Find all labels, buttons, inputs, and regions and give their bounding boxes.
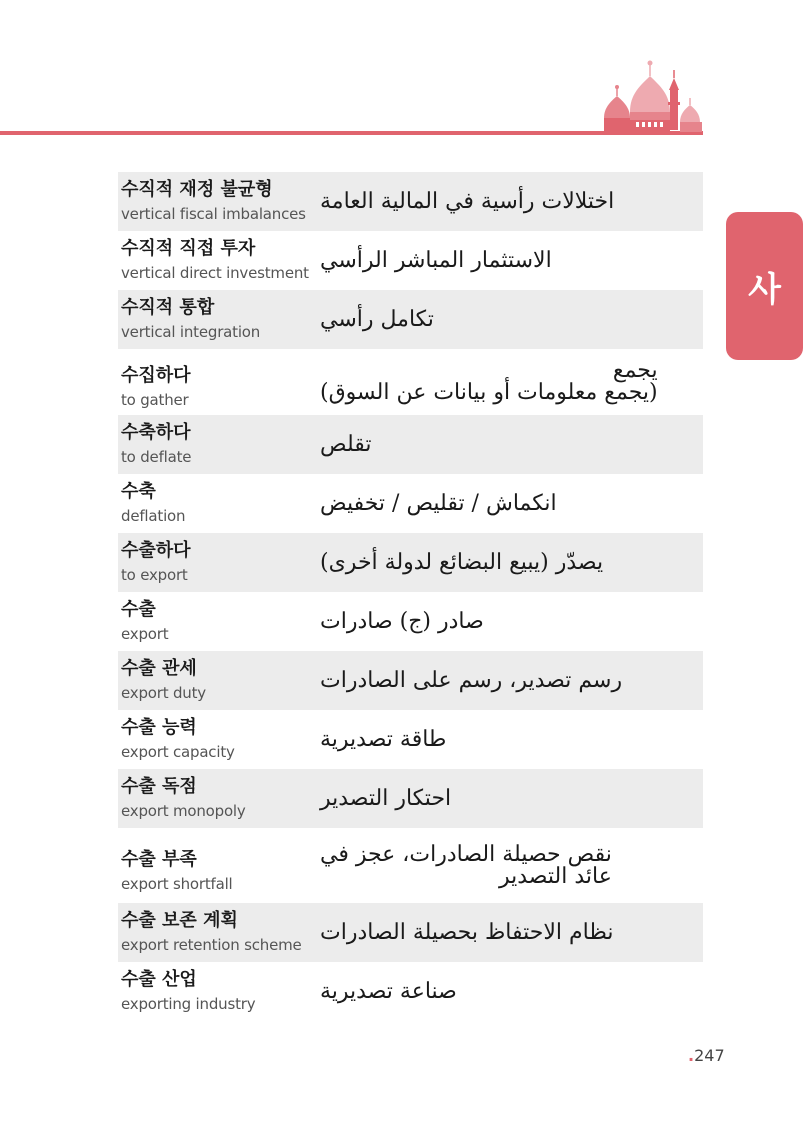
korean-term: 수직적 재정 불균형 [121, 179, 273, 200]
korean-term: 수집하다 [121, 365, 191, 386]
korean-term: 수직적 직접 투자 [121, 238, 256, 259]
header-rule [0, 131, 703, 135]
arabic-term: تقلص [320, 431, 372, 457]
english-term: export [121, 625, 169, 643]
arabic-term: تكامل رأسي [320, 306, 434, 332]
glossary-entry [118, 769, 703, 828]
arabic-term: نقص حصيلة الصادرات، عجز في عائد التصدير [320, 841, 612, 889]
english-term: export duty [121, 684, 206, 702]
glossary-entry [118, 903, 703, 962]
glossary-entry [118, 710, 703, 769]
english-term: export capacity [121, 743, 235, 761]
english-term: vertical direct investment [121, 264, 309, 282]
glossary-entry [118, 962, 703, 1021]
glossary-entry [118, 533, 703, 592]
arabic-term: رسم تصدير، رسم على الصادرات [320, 667, 623, 693]
korean-term: 수출 독점 [121, 776, 197, 797]
arabic-term: طاقة تصديرية [320, 726, 447, 752]
english-term: export retention scheme [121, 936, 302, 954]
english-term: export shortfall [121, 875, 233, 893]
page-number-value: 247 [694, 1046, 725, 1065]
arabic-term: يجمع (يجمع معلومات أو بيانات عن السوق) [320, 358, 658, 405]
english-term: vertical fiscal imbalances [121, 205, 306, 223]
arabic-term: اختلالات رأسية في المالية العامة [320, 188, 615, 214]
page-number [688, 1046, 725, 1065]
korean-term: 수직적 통합 [121, 297, 215, 318]
english-term: export monopoly [121, 802, 246, 820]
arabic-term: الاستثمار المباشر الرأسي [320, 247, 552, 273]
korean-term: 수출 [121, 599, 156, 620]
korean-term: 수출 보존 계획 [121, 910, 238, 931]
arabic-term: نظام الاحتفاظ بحصيلة الصادرات [320, 919, 614, 945]
english-term: exporting industry [121, 995, 256, 1013]
english-term: vertical integration [121, 323, 261, 341]
mosque-icon [600, 56, 704, 134]
english-term: to gather [121, 391, 189, 409]
glossary-entry [118, 651, 703, 710]
korean-term: 수출 관세 [121, 658, 197, 679]
korean-term: 수축 [121, 481, 156, 502]
korean-term: 수출하다 [121, 540, 191, 561]
glossary-entry [118, 828, 703, 903]
english-term: to deflate [121, 448, 192, 466]
arabic-term: يصدّر (يبيع البضائع لدولة أخرى) [320, 549, 604, 575]
glossary-entry [118, 290, 703, 349]
page-number-dot: . [688, 1046, 695, 1065]
glossary-entry [118, 592, 703, 651]
korean-term: 수출 능력 [121, 717, 197, 738]
section-tab-label: 사 [748, 269, 781, 310]
arabic-term: صناعة تصديرية [320, 978, 457, 1004]
arabic-term: احتكار التصدير [320, 785, 452, 811]
english-term: deflation [121, 507, 186, 525]
arabic-term: صادر (ج) صادرات [320, 608, 484, 634]
glossary-entry [118, 415, 703, 474]
korean-term: 수축하다 [121, 422, 191, 443]
glossary-list [118, 172, 703, 1021]
korean-term: 수출 산업 [121, 969, 197, 990]
glossary-entry [118, 172, 703, 231]
korean-term: 수출 부족 [121, 849, 197, 870]
section-tab [726, 212, 803, 360]
glossary-entry [118, 231, 703, 290]
english-term: to export [121, 566, 188, 584]
glossary-entry [118, 349, 703, 415]
glossary-entry [118, 474, 703, 533]
arabic-term: انكماش / تقليص / تخفيض [320, 490, 557, 516]
